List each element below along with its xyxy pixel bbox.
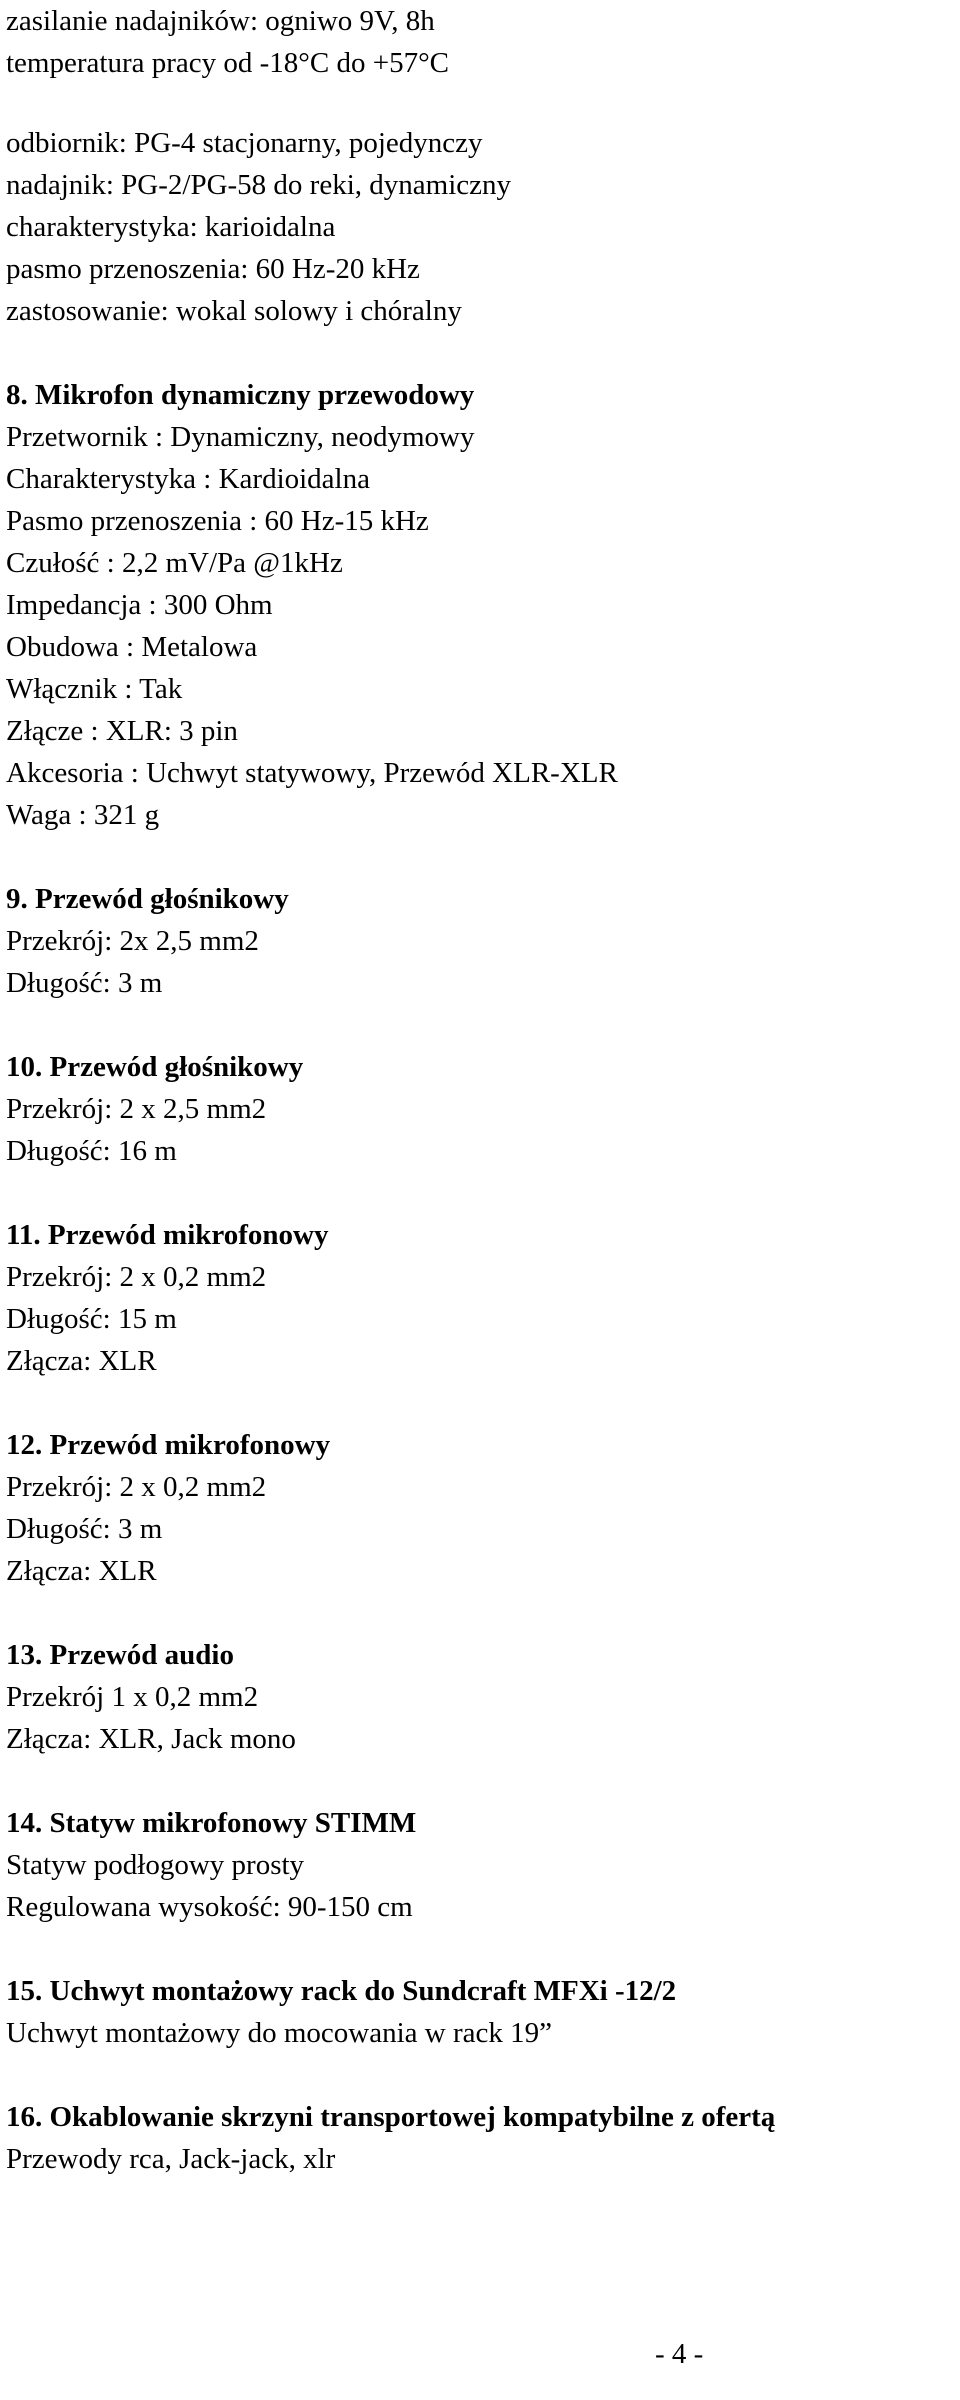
receiver-line: nadajnik: PG-2/PG-58 do reki, dynamiczny <box>6 169 511 201</box>
spacer <box>6 1592 956 1634</box>
spacer <box>6 2054 956 2096</box>
item-line: Statyw podłogowy prosty <box>6 1849 305 1881</box>
receiver-line: odbiornik: PG-4 stacjonarny, pojedynczy <box>6 127 483 159</box>
spacer <box>6 836 956 878</box>
item-16-section <box>6 2096 956 2180</box>
item-14-section <box>6 1802 956 1928</box>
intro-line: temperatura pracy od -18°C do +57°C <box>6 47 450 79</box>
page-number: - 4 - <box>655 2338 704 2370</box>
spacer <box>6 1928 956 1970</box>
item-heading: 14. Statyw mikrofonowy STIMM <box>6 1807 417 1839</box>
item-line: Charakterystyka : Kardioidalna <box>6 463 370 495</box>
item-13-section <box>6 1634 956 1760</box>
item-line: Złącze : XLR: 3 pin <box>6 715 238 747</box>
item-heading: 8. Mikrofon dynamiczny przewodowy <box>6 379 475 411</box>
item-heading: 10. Przewód głośnikowy <box>6 1051 304 1083</box>
item-line: Długość: 16 m <box>6 1135 177 1167</box>
intro-line: zasilanie nadajników: ogniwo 9V, 8h <box>6 5 435 37</box>
item-line: Włącznik : Tak <box>6 673 183 705</box>
item-line: Czułość : 2,2 mV/Pa @1kHz <box>6 547 343 579</box>
intro-block <box>6 0 956 84</box>
receiver-line: zastosowanie: wokal solowy i chóralny <box>6 295 462 327</box>
item-line: Impedancja : 300 Ohm <box>6 589 273 621</box>
item-line: Pasmo przenoszenia : 60 Hz-15 kHz <box>6 505 429 537</box>
item-heading: 16. Okablowanie skrzyni transportowej kompatybilne z ofertą <box>6 2101 776 2133</box>
item-10-section <box>6 1046 956 1172</box>
item-line: Przewody rca, Jack-jack, xlr <box>6 2143 336 2175</box>
item-heading: 12. Przewód mikrofonowy <box>6 1429 331 1461</box>
receiver-line: pasmo przenoszenia: 60 Hz-20 kHz <box>6 253 420 285</box>
item-line: Przekrój 1 x 0,2 mm2 <box>6 1681 259 1713</box>
spacer <box>6 1382 956 1424</box>
document-page <box>6 0 956 2180</box>
item-line: Przekrój: 2 x 0,2 mm2 <box>6 1471 267 1503</box>
item-line: Złącza: XLR <box>6 1555 157 1587</box>
item-line: Długość: 3 m <box>6 967 163 999</box>
item-line: Waga : 321 g <box>6 799 160 831</box>
item-line: Uchwyt montażowy do mocowania w rack 19” <box>6 2017 553 2049</box>
item-line: Złącza: XLR <box>6 1345 157 1377</box>
item-line: Przekrój: 2 x 2,5 mm2 <box>6 1093 267 1125</box>
spacer <box>6 84 956 122</box>
item-line: Regulowana wysokość: 90-150 cm <box>6 1891 413 1923</box>
item-line: Obudowa : Metalowa <box>6 631 258 663</box>
spacer <box>6 1760 956 1802</box>
item-8-section <box>6 374 956 836</box>
item-line: Złącza: XLR, Jack mono <box>6 1723 296 1755</box>
receiver-line: charakterystyka: karioidalna <box>6 211 336 243</box>
item-line: Długość: 3 m <box>6 1513 163 1545</box>
item-15-section <box>6 1970 956 2054</box>
item-heading: 15. Uchwyt montażowy rack do Sundcraft MFXi -12/2 <box>6 1975 677 2007</box>
item-heading: 13. Przewód audio <box>6 1639 234 1671</box>
item-heading: 11. Przewód mikrofonowy <box>6 1219 329 1251</box>
item-12-section <box>6 1424 956 1592</box>
item-11-section <box>6 1214 956 1382</box>
spacer <box>6 1172 956 1214</box>
item-line: Przetwornik : Dynamiczny, neodymowy <box>6 421 475 453</box>
spacer <box>6 1004 956 1046</box>
receiver-block <box>6 122 956 332</box>
item-line: Przekrój: 2x 2,5 mm2 <box>6 925 259 957</box>
item-line: Przekrój: 2 x 0,2 mm2 <box>6 1261 267 1293</box>
item-heading: 9. Przewód głośnikowy <box>6 883 289 915</box>
item-line: Długość: 15 m <box>6 1303 177 1335</box>
item-9-section <box>6 878 956 1004</box>
item-line: Akcesoria : Uchwyt statywowy, Przewód XLR-XLR <box>6 757 618 789</box>
spacer <box>6 332 956 374</box>
